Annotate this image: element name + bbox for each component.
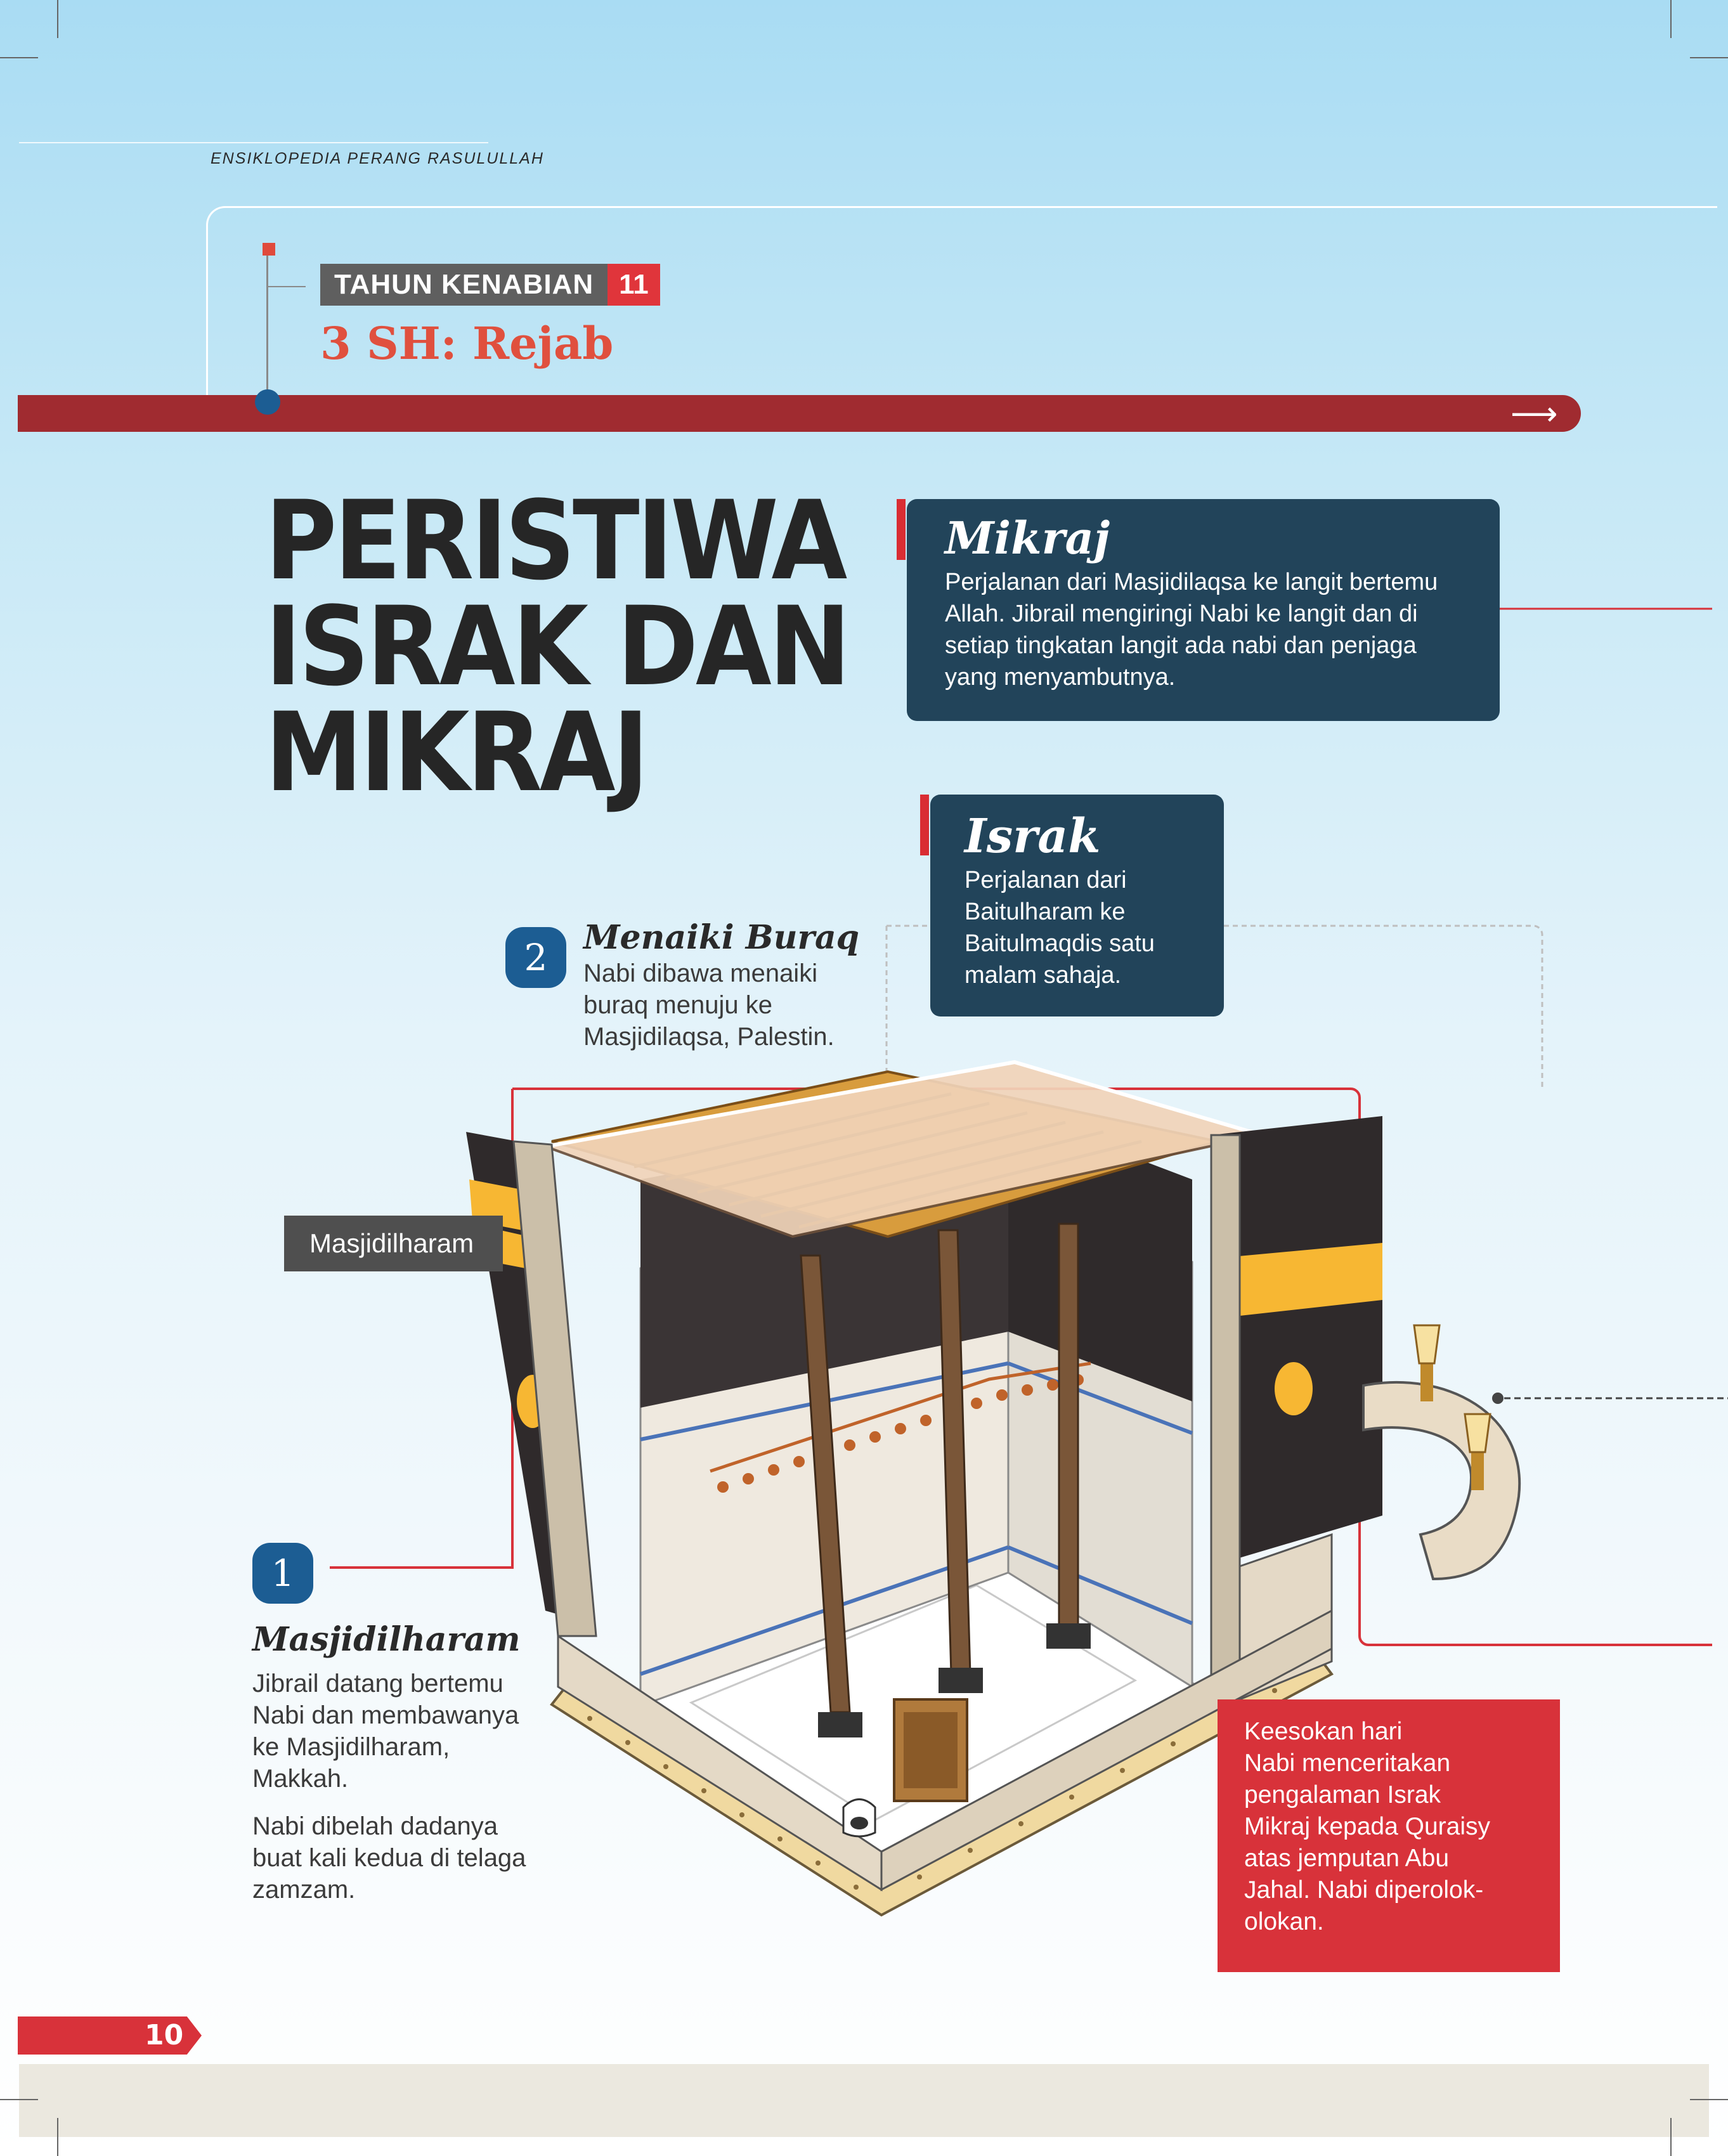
keesokan-line: olokan. [1244, 1908, 1324, 1935]
mikraj-body [945, 566, 1462, 693]
mikraj-line: yang menyambutnya. [945, 664, 1176, 691]
timeline-date: 3 SH: Rejab [320, 317, 614, 370]
israk-body [965, 864, 1190, 991]
step-2-body [583, 958, 835, 1053]
keesokan-line: Mikraj kepada Quraisy [1244, 1813, 1490, 1840]
box-accent [920, 795, 929, 855]
keesokan-hari-box [1218, 1699, 1560, 1972]
mikraj-line: Allah. Jibrail mengiringi Nabi ke langit dan di [945, 601, 1418, 627]
step-1-line: Nabi dibelah dadanya [252, 1812, 498, 1840]
step-1-badge: 1 [252, 1543, 313, 1604]
step-1-line: Makkah. [252, 1765, 349, 1793]
israk-line: Perjalanan dari [965, 867, 1127, 893]
mikraj-box [907, 499, 1500, 721]
title-line: MIKRAJ [265, 688, 647, 816]
arrow-right-icon: ⟶ [1510, 396, 1558, 432]
title-line: ISRAK DAN [265, 582, 848, 710]
box-accent [897, 499, 906, 560]
step-1-body [252, 1668, 519, 1795]
keesokan-line: Nabi menceritakan [1244, 1750, 1451, 1777]
step-1-line: buat kali kedua di telaga [252, 1844, 526, 1872]
step-1-line: zamzam. [252, 1876, 356, 1904]
israk-line: Baitulharam ke [965, 899, 1126, 925]
keesokan-line: pengalaman Israk [1244, 1781, 1441, 1809]
title-line: PERISTIWA [265, 477, 845, 604]
running-head: ENSIKLOPEDIA PERANG RASULULLAH [211, 150, 544, 167]
israk-line: malam sahaja. [965, 962, 1122, 989]
tahun-kenabian-label: TAHUN KENABIAN [320, 264, 607, 306]
masjidilharam-label: Masjidilharam [284, 1216, 503, 1271]
step-1-line: Jibrail datang bertemu [252, 1670, 503, 1698]
tahun-kenabian-number: 11 [607, 264, 660, 306]
step-1-line: ke Masjidilharam, [252, 1733, 450, 1761]
step-1-line: Nabi dan membawanya [252, 1701, 519, 1729]
step-2-line: buraq menuju ke [583, 991, 772, 1019]
step-2-badge: 2 [505, 927, 566, 988]
mikraj-line: setiap tingkatan langit ada nabi dan penjaga [945, 632, 1417, 659]
step-1-body-2 [252, 1810, 526, 1906]
israk-line: Baitulmaqdis satu [965, 930, 1155, 957]
keesokan-line: Jahal. Nabi diperolok- [1244, 1876, 1484, 1904]
step-2-line: Masjidilaqsa, Palestin. [583, 1023, 835, 1051]
keesokan-line: Keesokan hari [1244, 1718, 1403, 1745]
israk-title: Israk [965, 809, 1101, 864]
mikraj-line: Perjalanan dari Masjidilaqsa ke langit bertemu [945, 569, 1438, 595]
page-number: 10 [145, 2019, 184, 2051]
keesokan-line: atas jemputan Abu [1244, 1845, 1450, 1872]
step-2-title: Menaiki Buraq [583, 918, 859, 957]
mikraj-title: Mikraj [945, 512, 1110, 564]
step-2-line: Nabi dibawa menaiki [583, 959, 818, 987]
israk-box [930, 795, 1224, 1016]
step-1-title: Masjidilharam [252, 1620, 521, 1659]
